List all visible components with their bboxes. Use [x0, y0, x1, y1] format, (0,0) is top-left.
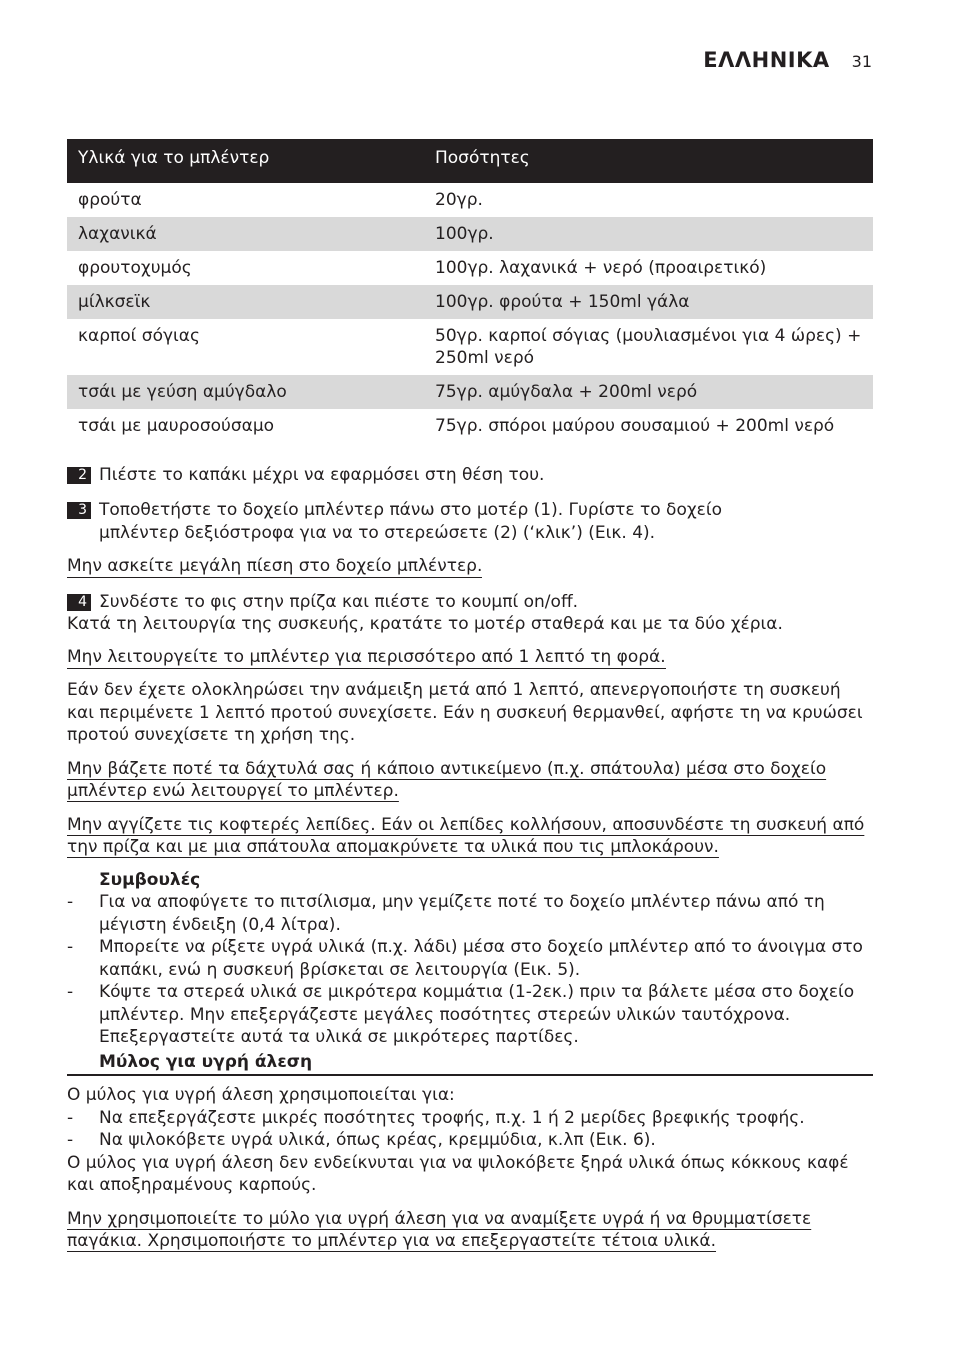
ingredients-table [67, 139, 873, 445]
table-cell: 100γρ. λαχανικά + νερό (προαιρετικό) [435, 257, 767, 278]
step-3 [67, 499, 873, 544]
table-header-ingredients: Υλικά για το μπλέντερ [67, 139, 424, 183]
warning-blades: Μην αγγίζετε τις κοφτερές λεπίδες. Εάν οι λεπίδες κολλήσουν, αποσυνδέστε τη συσκευή από την πρίζα και με μια σπάτουλα απομακρύνετε τα υλικά που τις μπλοκάρουν. [67, 814, 865, 857]
table-cell: λαχανικά [67, 217, 424, 251]
table-cell: μίλκσεϊκ [67, 285, 424, 319]
step-number: 3 [67, 502, 91, 519]
table-cell: 75γρ. αμύγδαλα + 200ml νερό [424, 375, 873, 409]
step-4 [67, 591, 873, 614]
table-header-quantities: Ποσότητες [424, 139, 873, 183]
warning-text: Μην ασκείτε μεγάλη πίεση στο δοχείο μπλέντερ. [67, 556, 483, 576]
page-number: 31 [851, 52, 872, 71]
step-text: Πιέστε το καπάκι μέχρι να εφαρμόσει στη θέση του. [99, 464, 545, 485]
table-cell: τσάι με γεύση αμύγδαλο [67, 375, 424, 409]
page-content [67, 139, 873, 1253]
warning-duration [67, 646, 873, 669]
table-row [67, 319, 873, 375]
warning-pressure [67, 555, 873, 578]
step-text: Συνδέστε το φις στην πρίζα και πιέστε το κουμπί on/off. [99, 591, 579, 612]
table-cell: φρουτοχυμός [78, 257, 192, 278]
table-cell: 20γρ. [435, 189, 483, 210]
list-item: - Να επεξεργάζεστε μικρές ποσότητες τροφής, π.χ. 1 ή 2 μερίδες βρεφικής τροφής. [67, 1107, 805, 1128]
table-row [67, 251, 873, 285]
table-cell: 75γρ. σπόροι μαύρου σουσαμιού + 200ml νερό [435, 415, 835, 436]
table-row [67, 409, 873, 445]
warning-grinder: Μην χρησιμοποιείτε το μύλο για υγρή άλεση για να αναμίξετε υγρά ή να θρυμματίσετε παγάκια. Χρησιμοποιήστε το μπλέντερ για να επεξεργαστείτε τέτοια υλικά. [67, 1208, 812, 1251]
tip-text: Κόψτε τα στερεά υλικά σε μικρότερα κομμάτια (1-2εκ.) πριν τα βάλετε μέσα στο δοχείο μπλέντερ. Μην επεξεργάζεστε μεγάλες ποσότητες στερεών υλικών ταυτόχρονα. Επεξεργαστείτε αυτά τα υλικά σε μικρότερες παρτίδες. [99, 982, 855, 1047]
list-item: - Μπορείτε να ρίξετε υγρά υλικά (π.χ. λάδι) μέσα στο δοχείο μπλέντερ από το άνοιγμα στο καπάκι, ενώ η συσκευή βρίσκεται σε λειτουργία (Εικ. 5). [67, 937, 863, 980]
warning-text: Μην λειτουργείτε το μπλέντερ για περισσότερο από 1 λεπτό τη φορά. [67, 646, 666, 667]
grinder-heading: Μύλος για υγρή άλεση [67, 1051, 873, 1077]
step-text-line: μπλέντερ δεξιόστροφα για να το στερεώσετε (2) (‘κλικ’) (Εικ. 4). [99, 522, 656, 543]
list-item: - Για να αποφύγετε το πιτσίλισμα, μην γεμίζετε ποτέ το δοχείο μπλέντερ πάνω από τη μέγιστη ένδειξη (0,4 λίτρα). [67, 892, 825, 935]
table-row [67, 285, 873, 319]
language-label: ΕΛΛΗΝΙΚΑ [703, 48, 830, 72]
tips-heading: Συμβουλές [99, 869, 201, 890]
step-number: 2 [67, 467, 91, 484]
table-cell: 100γρ. φρούτα + 150ml γάλα [424, 285, 873, 319]
table-cell: φρούτα [78, 189, 142, 210]
table-cell: τσάι με μαυροσούσαμο [78, 415, 275, 436]
grinder-intro: Ο μύλος για υγρή άλεση χρησιμοποιείται για: [67, 1085, 455, 1105]
tip-text: Για να αποφύγετε το πιτσίλισμα, μην γεμίζετε ποτέ το δοχείο μπλέντερ πάνω από τη μέγιστη ένδειξη (0,4 λίτρα). [99, 892, 825, 935]
grinder-use-text: Να επεξεργάζεστε μικρές ποσότητες τροφής, π.χ. 1 ή 2 μερίδες βρεφικής τροφής. [99, 1107, 805, 1128]
tip-text: Μπορείτε να ρίξετε υγρά υλικά (π.χ. λάδι) μέσα στο δοχείο μπλέντερ από το άνοιγμα στο καπάκι, ενώ η συσκευή βρίσκεται σε λειτουργία (Εικ. 5). [99, 937, 863, 980]
table-header-row [67, 139, 873, 183]
table-cell: καρποί σόγιας [78, 325, 200, 346]
list-item: - Να ψιλοκόβετε υγρά υλικά, όπως κρέας, κρεμμύδια, κ.λπ (Εικ. 6). [67, 1130, 656, 1150]
step-4-note: Κατά τη λειτουργία της συσκευής, κρατάτε το μοτέρ σταθερά και με τα δύο χέρια. [67, 614, 783, 634]
step-number: 4 [67, 594, 91, 611]
table-row [67, 217, 873, 251]
grinder-note: Ο μύλος για υγρή άλεση δεν ενδείκνυται για να ψιλοκόβετε ξηρά υλικά όπως κόκκους καφέ και αποξηραμένους καρπούς. [67, 1152, 849, 1195]
warning-fingers: Μην βάζετε ποτέ τα δάχτυλά σας ή κάποιο αντικείμενο (π.χ. σπάτουλα) μέσα στο δοχείο μπλέντερ ενώ λειτουργεί το μπλέντερ. [67, 758, 827, 801]
table-row [67, 375, 873, 409]
page-header [703, 48, 872, 72]
table-row [67, 183, 873, 217]
step-text-line: Τοποθετήστε το δοχείο μπλέντερ πάνω στο μοτέρ (1). Γυρίστε το δοχείο [99, 500, 723, 520]
table-cell: 50γρ. καρποί σόγιας (μουλιασμένοι για 4 ώρες) + 250ml νερό [435, 325, 862, 368]
paragraph-cooldown: Εάν δεν έχετε ολοκληρώσει την ανάμειξη μετά από 1 λεπτό, απενεργοποιήστε τη συσκευή και περιμένετε 1 λεπτό προτού συνεχίσετε. Εάν η συσκευή θερμανθεί, αφήστε τη να κρυώσει προτού συνεχίσετε τη χρήση της. [67, 680, 863, 745]
list-item: - Κόψτε τα στερεά υλικά σε μικρότερα κομμάτια (1-2εκ.) πριν τα βάλετε μέσα στο δοχείο μπλέντερ. Μην επεξεργάζεστε μεγάλες ποσότητες στερεών υλικών ταυτόχρονα. Επεξεργαστείτε αυτά τα υλικά σε μικρότερες παρτίδες. [67, 982, 855, 1047]
grinder-use-text: Να ψιλοκόβετε υγρά υλικά, όπως κρέας, κρεμμύδια, κ.λπ (Εικ. 6). [99, 1130, 656, 1150]
step-2 [67, 464, 873, 487]
table-cell: 100γρ. [424, 217, 873, 251]
